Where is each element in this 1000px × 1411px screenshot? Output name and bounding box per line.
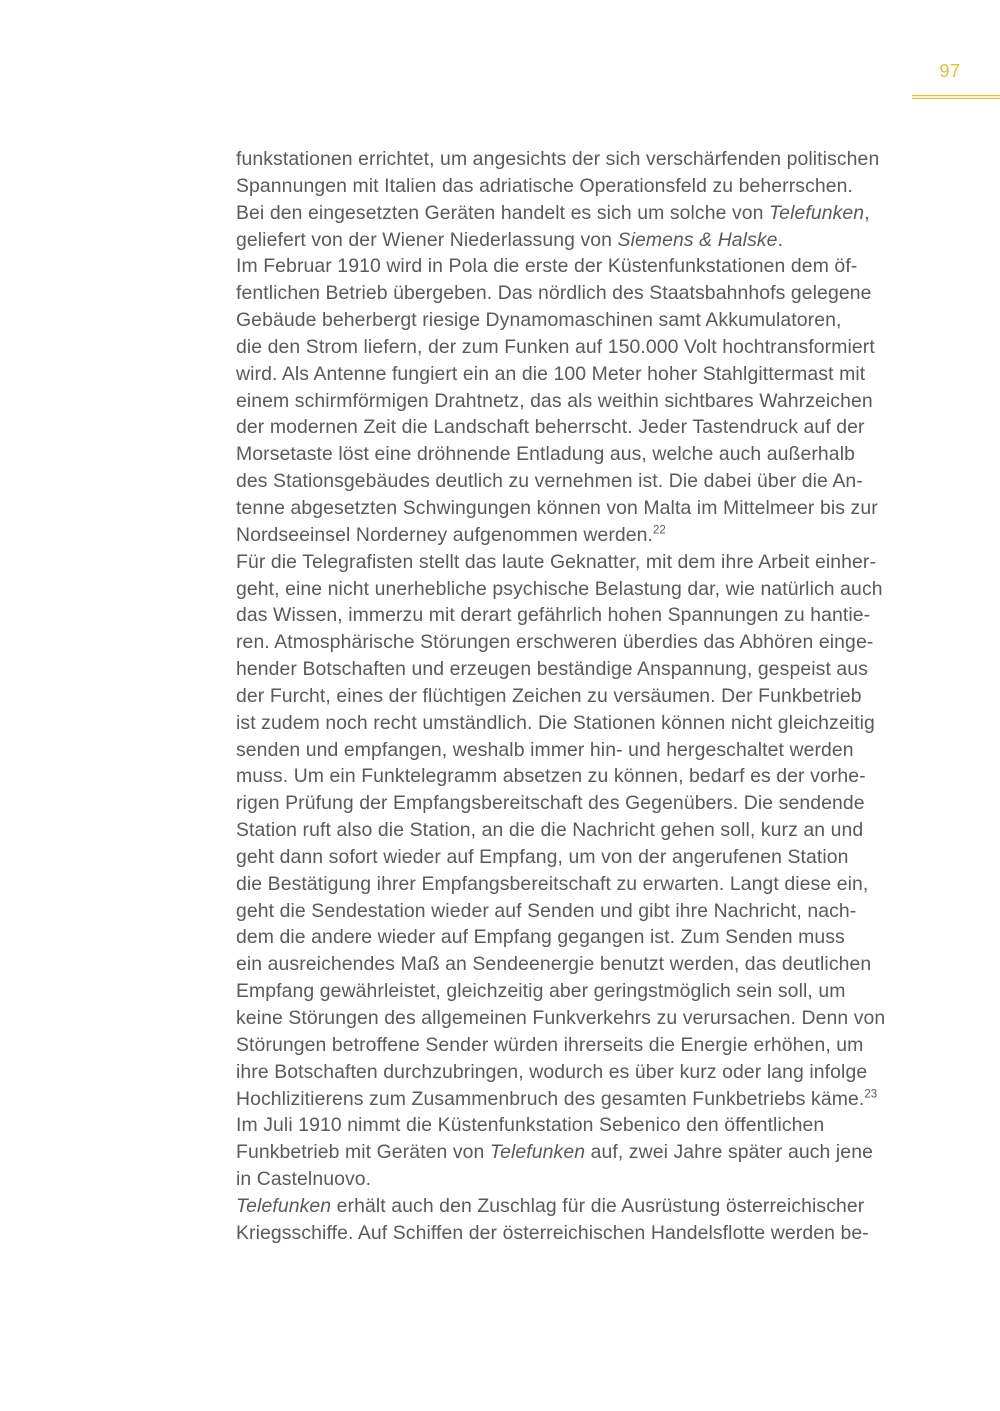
text-line: Im Juli 1910 nimmt die Küstenfunkstation Sebenico den öffentlichen	[236, 1114, 825, 1137]
text-line: einem schirmförmigen Drahtnetz, das als weithin sichtbares Wahrzeichen	[236, 389, 873, 412]
text-line: der Furcht, eines der flüchtigen Zeichen zu versäumen. Der Funkbetrieb	[236, 684, 862, 707]
text-line: Hochlizitierens zum Zusammenbruch des gesamten Funkbetriebs käme.$^{23}$	[236, 1087, 878, 1110]
text-line: ren. Atmosphärische Störungen erschweren überdies das Abhören einge-	[236, 631, 874, 654]
text-line: keine Störungen des allgemeinen Funkverkehrs zu verursachen. Denn von	[236, 1007, 886, 1029]
text-line: die den Strom liefern, der zum Funken auf 150.000 Volt hochtransformiert	[236, 335, 875, 358]
body-text	[236, 146, 926, 1247]
text-line: Gebäude beherbergt riesige Dynamomaschinen samt Akkumulatoren,	[236, 309, 842, 332]
text-line: geht dann sofort wieder auf Empfang, um von der angerufenen Station	[236, 845, 849, 868]
footnote-ref: 23	[864, 1088, 878, 1101]
text-line: geliefert von der Wiener Niederlassung von Siemens & Halske.	[236, 228, 784, 251]
text-line: Station ruft also die Station, an die die Nachricht gehen soll, kurz an und	[236, 819, 864, 842]
text-line: ist zudem noch recht umständlich. Die Stationen können nicht gleichzeitig	[236, 711, 875, 734]
text-line: Telefunken erhält auch den Zuschlag für die Ausrüstung österreichischer	[236, 1194, 865, 1217]
text-line: das Wissen, immerzu mit derart gefährlich hohen Spannungen zu hantie-	[236, 604, 871, 627]
text-line: ihre Botschaften durchzubringen, wodurch es über kurz oder lang infolge	[236, 1060, 868, 1083]
text-line: Für die Telegrafisten stellt das laute Geknatter, mit dem ihre Arbeit einher-	[236, 550, 877, 573]
text-line: rigen Prüfung der Empfangsbereitschaft des Gegenübers. Die sendende	[236, 792, 865, 815]
text-line: Morsetaste löst eine dröhnende Entladung aus, welche auch außerhalb	[236, 443, 855, 466]
text-line: des Stationsgebäudes deutlich zu vernehmen ist. Die dabei über die An-	[236, 470, 863, 493]
text-line: Empfang gewährleistet, gleichzeitig aber geringstmöglich sein soll, um	[236, 980, 846, 1003]
text-line: wird. Als Antenne fungiert ein an die 100 Meter hoher Stahlgittermast mit	[236, 362, 866, 385]
text-line: dem die andere wieder auf Empfang gegangen ist. Zum Senden muss	[236, 926, 845, 949]
footnote-ref: 22	[653, 524, 666, 537]
text-line: Spannungen mit Italien das adriatische Operationsfeld zu beherrschen.	[236, 174, 854, 197]
text-line: Nordseeinsel Norderney aufgenommen werden.$^{22}$	[236, 523, 666, 546]
header-rule	[912, 95, 1000, 99]
text-line: Funkbetrieb mit Geräten von Telefunken auf, zwei Jahre später auch jene	[236, 1141, 873, 1164]
text-line: die Bestätigung ihrer Empfangsbereitschaft zu erwarten. Langt diese ein,	[236, 872, 869, 895]
text-line: Im Februar 1910 wird in Pola die erste der Küstenfunkstationen dem öf-	[236, 255, 858, 278]
text-line: hender Botschaften und erzeugen beständige Anspannung, gespeist aus	[236, 658, 868, 681]
text-line: fentlichen Betrieb übergeben. Das nördlich des Staatsbahnhofs gelegene	[236, 282, 872, 305]
page-number: 97	[939, 61, 961, 81]
text-line: ein ausreichendes Maß an Sendeenergie benutzt werden, das deutlichen	[236, 953, 872, 976]
text-line: der modernen Zeit die Landschaft beherrscht. Jeder Tastendruck auf der	[236, 416, 865, 439]
text-line: muss. Um ein Funktelegramm absetzen zu können, bedarf es der vorhe-	[236, 765, 866, 788]
text-line: senden und empfangen, weshalb immer hin- und hergeschaltet werden	[236, 738, 854, 761]
text-line: in Castelnuovo.	[236, 1168, 372, 1191]
text-line: Störungen betroffene Sender würden ihrerseits die Energie erhöhen, um	[236, 1033, 864, 1056]
text-line: tenne abgesetzten Schwingungen können von Malta im Mittelmeer bis zur	[236, 496, 878, 519]
text-line: geht, eine nicht unerhebliche psychische Belastung dar, wie natürlich auch	[236, 577, 883, 600]
text-line: Bei den eingesetzten Geräten handelt es sich um solche von Telefunken,	[236, 201, 870, 224]
text-line: Kriegsschiffe. Auf Schiffen der österreichischen Handelsflotte werden be-	[236, 1221, 869, 1244]
text-line: geht die Sendestation wieder auf Senden und gibt ihre Nachricht, nach-	[236, 899, 857, 922]
text-line: funkstationen errichtet, um angesichts der sich verschärfenden politischen	[236, 148, 880, 170]
